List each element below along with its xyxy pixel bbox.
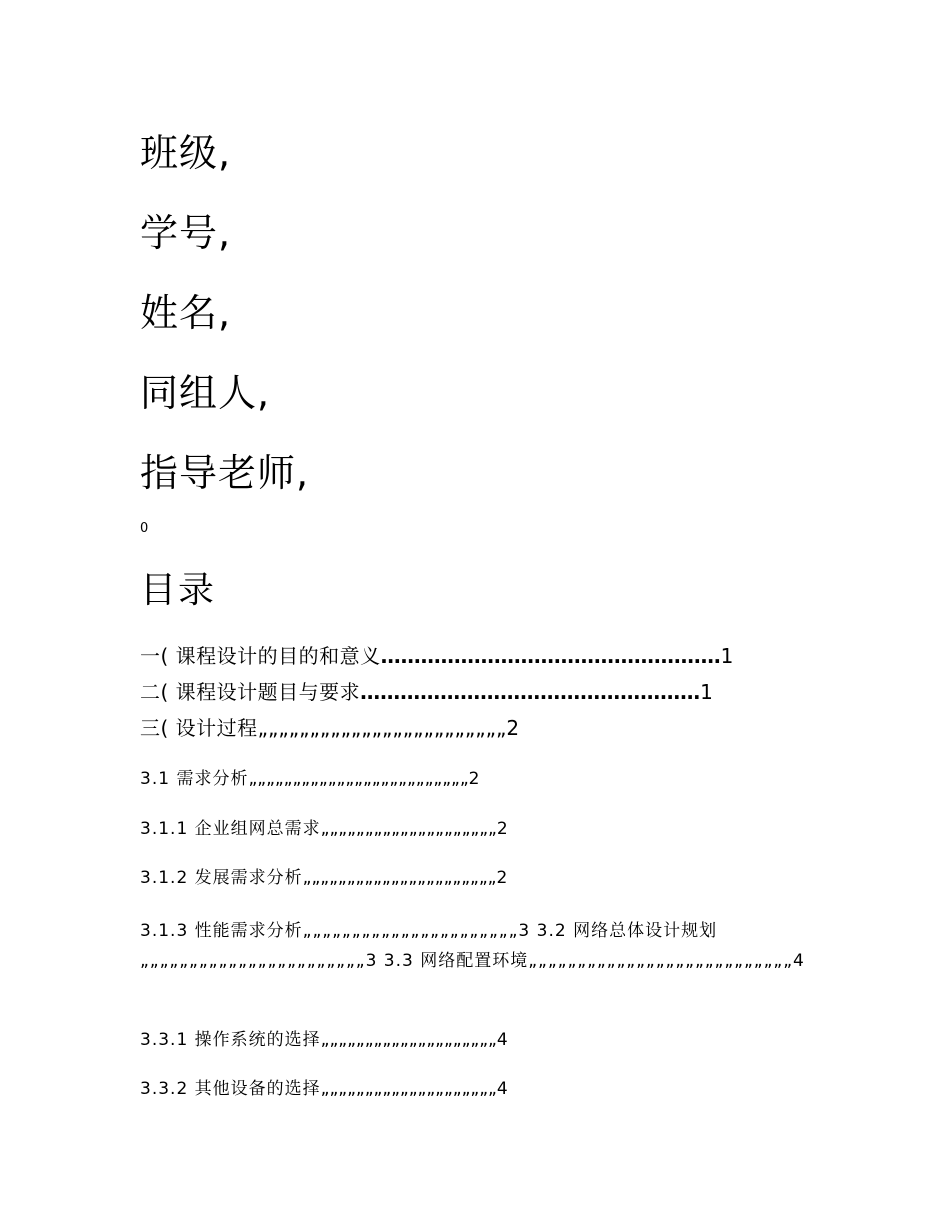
toc-entry[interactable] [140,1077,810,1101]
toc-entry-page: 4 [496,1030,509,1050]
toc-entry-page: 1 [720,644,734,668]
advisor-label: 指导老师, [140,451,310,495]
toc-entry-leader: „„„„„„„„„„„„„„„„„„„„„„ [302,868,497,888]
toc-entry-leader: …………………………………………… [360,680,701,704]
toc-entry[interactable] [140,714,810,742]
class-label: 班级, [140,131,232,175]
toc-wrapped-entries[interactable]: 3.1.3 性能需求分析„„„„„„„„„„„„„„„„„„„„„„3 3.2 网络总体设计规划„„„„„„„„„„„„„„„„„„„„„„„3 3.3 网络配置环境„„„„„„„„„„„„„„„„„„„„„„„„„„„4 [140,921,805,971]
toc-entry-label: 3.1 需求分析 [140,769,249,789]
toc-entry-page: 1 [700,680,714,704]
toc-entry-label: 3.1.2 发展需求分析 [140,868,303,888]
toc-entry-leader: „„„„„„„„„„„„„„„„„„„„ [320,1079,497,1099]
toc-entry-page: 4 [496,1079,509,1099]
toc-entry-leader: …………………………………………… [380,644,721,668]
toc-entry-label: 二( 课程设计题目与要求 [140,680,361,704]
toc-entry-label: 3.3.1 操作系统的选择 [140,1030,321,1050]
toc-title: 目录 [140,570,217,611]
toc-entry-leader: „„„„„„„„„„„„„„„„„„„„ [320,819,497,839]
toc-entry-label: 一( 课程设计的目的和意义 [140,644,381,668]
toc-entry[interactable] [140,817,810,841]
toc-entry-label: 3.1.1 企业组网总需求 [140,819,321,839]
toc-entry-page: 2 [506,716,520,740]
toc-entry-leader: „„„„„„„„„„„„„„„„„„„„„„„„„ [248,769,469,789]
toc-entry-label: 3.3.2 其他设备的选择 [140,1079,321,1099]
toc-entry-page: 2 [496,819,509,839]
toc-entry[interactable] [140,642,810,670]
toc-entry[interactable] [140,866,810,890]
toc-entry-page: 2 [468,769,481,789]
toc-entry-leader: „„„„„„„„„„„„„„„„„„„„ [320,1030,497,1050]
toc-entry[interactable] [140,678,810,706]
toc-entry[interactable] [140,767,810,791]
student-id-label: 学号, [140,211,232,255]
name-label: 姓名, [140,291,232,335]
toc-entry-leader: „„„„„„„„„„„„„„„„„„„„„„„„ [257,716,507,740]
toc-entry-page: 2 [496,868,509,888]
toc-entry[interactable] [140,1028,810,1052]
toc-entry-label: 三( 设计过程 [140,716,258,740]
groupmates-label: 同组人, [140,371,271,415]
page-marker: 0 [140,521,149,536]
